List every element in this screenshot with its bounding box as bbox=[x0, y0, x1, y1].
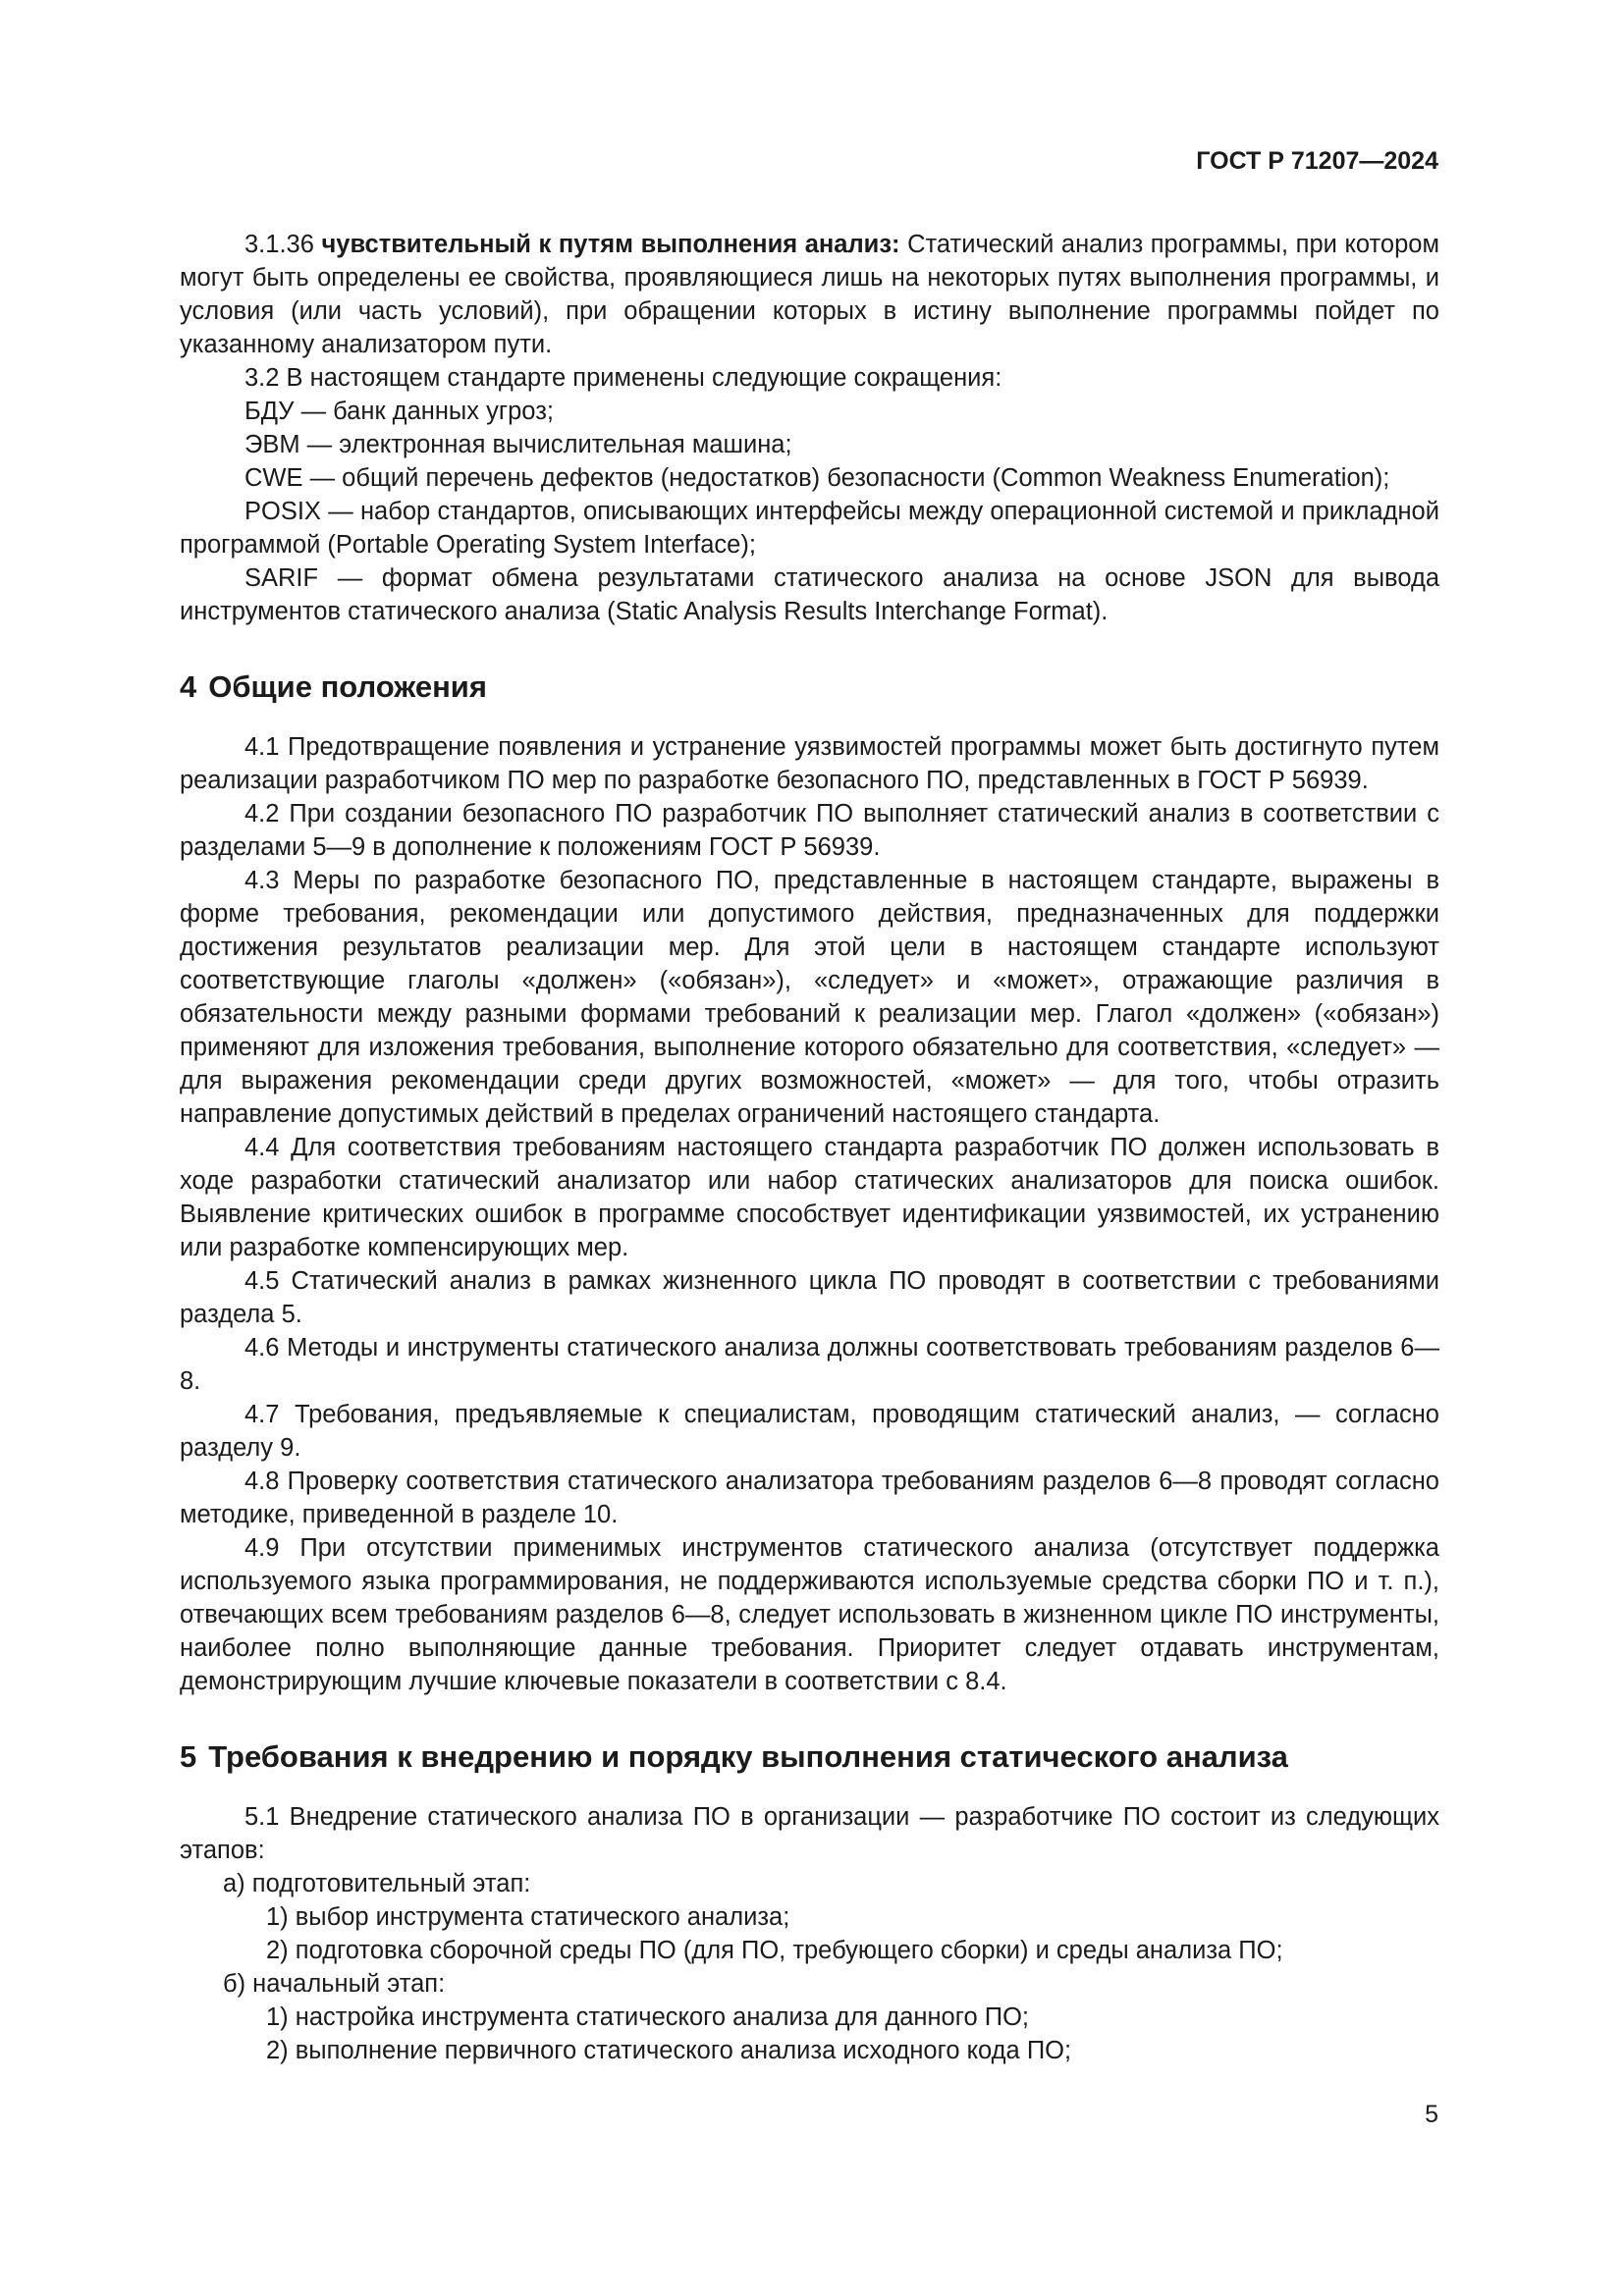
clause-4-8: 4.8 Проверку соответствия статического анализатора требованиям разделов 6—8 проводят согласно методике, приведенной в разделе 10. bbox=[180, 1468, 1439, 1528]
abbreviation-item: CWE — общий перечень дефектов (недостатков) безопасности (Common Weakness Enumeration); bbox=[244, 464, 1390, 492]
clause-4-7: 4.7 Требования, предъявляемые к специалистам, проводящим статический анализ, — согласно разделу 9. bbox=[180, 1401, 1439, 1462]
stage-b: б) начальный этап: bbox=[223, 1970, 446, 1998]
term-name: чувствительный к путям выполнения анализ: bbox=[321, 231, 900, 258]
abbreviation-item: SARIF — формат обмена результатами статического анализа на основе JSON для вывода инструментов статического анализа (Static Analysis Results Interchange Format). bbox=[180, 564, 1439, 625]
stage-b-item: 1) настройка инструмента статического анализа для данного ПО; bbox=[266, 2003, 1029, 2031]
clause-4-2: 4.2 При создании безопасного ПО разработчик ПО выполняет статический анализ в соответствии с разделами 5—9 в дополнение к положениям ГОСТ Р 56939. bbox=[180, 800, 1439, 861]
clause-4-6: 4.6 Методы и инструменты статического анализа должны соответствовать требованиям разделов 6—8. bbox=[180, 1334, 1439, 1395]
clause-4-4: 4.4 Для соответствия требованиям настоящего стандарта разработчик ПО должен использовать в ходе разработки статический анализатор или набор статических анализаторов для поиска ошибок. Выявление критических ошибок в программе способствует идентификации уязвимостей, их устранению или разработке компенсирующих мер. bbox=[180, 1134, 1439, 1261]
clause-number: 3.1.36 bbox=[244, 231, 314, 258]
clause-4-9: 4.9 При отсутствии применимых инструментов статического анализа (отсутствует поддержка используемого языка программирования, не поддерживаются используемые средства сборки ПО и т. п.), отвечающих всем требованиям разделов 6—8, следует использовать в жизненном цикле ПО инструменты, наиболее полно выполняющие данные требования. Приоритет следует отдавать инструментам, демонстрирующим лучшие ключевые показатели в соответствии с 8.4. bbox=[180, 1534, 1439, 1695]
section-title: Общие положения bbox=[208, 669, 487, 704]
abbreviation-item: БДУ — банк данных угроз; bbox=[244, 398, 554, 425]
standard-code-header: ГОСТ Р 71207—2024 bbox=[1196, 147, 1438, 175]
clause-4-1: 4.1 Предотвращение появления и устранение уязвимостей программы может быть достигнуто путем реализации разработчиком ПО мер по разработке безопасного ПО, представленных в ГОСТ Р 56939. bbox=[180, 733, 1439, 794]
abbreviation-item: POSIX — набор стандартов, описывающих интерфейсы между операционной системой и прикладной программой (Portable Operating System Interface); bbox=[180, 498, 1439, 559]
section-title: Требования к внедрению и порядку выполнения статического анализа bbox=[208, 1739, 1288, 1774]
clause-4-5: 4.5 Статический анализ в рамках жизненного цикла ПО проводят в соответствии с требованиями раздела 5. bbox=[180, 1267, 1439, 1328]
section-number: 5 bbox=[180, 1739, 197, 1774]
section-number: 4 bbox=[180, 669, 197, 704]
section-heading-5 bbox=[180, 1737, 1439, 1777]
abbreviation-item: ЭВМ — электронная вычислительная машина; bbox=[244, 431, 792, 458]
clause-4-3: 4.3 Меры по разработке безопасного ПО, представленные в настоящем стандарте, выражены в форме требования, рекомендации или допустимого действия, предназначенных для поддержки достижения результатов реализации мер. Для этой цели в настоящем стандарте используют соответствующие глаголы «должен» («обязан»), «следует» и «может», отражающие различия в обязательности между разными формами требований к реализации мер. Глагол «должен» («обязан») применяют для изложения требования, выполнение которого обязательно для соответствия, «следует» — для выражения рекомендации среди других возможностей, «может» — для того, чтобы отразить направление допустимых действий в пределах ограничений настоящего стандарта. bbox=[180, 867, 1439, 1128]
stage-a: а) подготовительный этап: bbox=[223, 1870, 531, 1897]
term-definition: Статический анализ программы, при котором могут быть определены ее свойства, проявляющиеся лишь на некоторых путях выполнения программы, и условия (или часть условий), при обращении которых в истину выполнение программы пойдет по указанному анализатором пути. bbox=[180, 231, 1439, 358]
clause-3-2: 3.2 В настоящем стандарте применены следующие сокращения: bbox=[244, 364, 1002, 392]
definition-3-1-36 bbox=[180, 228, 1439, 361]
document-body bbox=[180, 228, 1439, 2067]
section-heading-4 bbox=[180, 667, 1439, 707]
clause-5-1: 5.1 Внедрение статического анализа ПО в организации — разработчике ПО состоит из следующих этапов: bbox=[180, 1803, 1439, 1864]
page-number: 5 bbox=[1425, 2101, 1438, 2128]
stage-b-item: 2) выполнение первичного статического анализа исходного кода ПО; bbox=[266, 2037, 1072, 2064]
stage-a-item: 1) выбор инструмента статического анализа; bbox=[266, 1903, 790, 1931]
stage-a-item: 2) подготовка сборочной среды ПО (для ПО, требующего сборки) и среды анализа ПО; bbox=[266, 1937, 1283, 1964]
